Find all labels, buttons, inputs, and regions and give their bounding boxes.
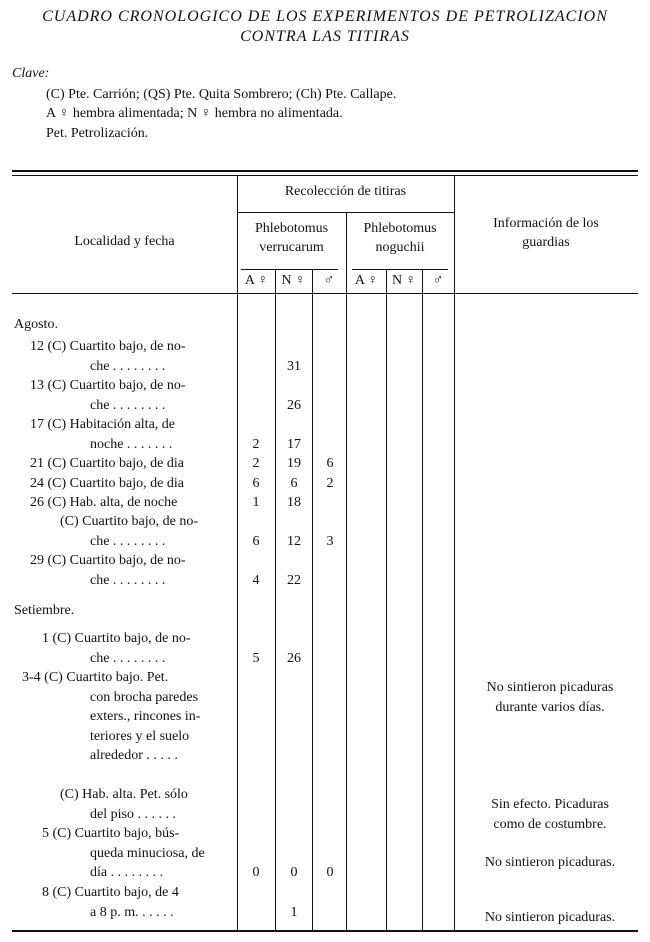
sub-m-1: ♂ — [323, 273, 335, 288]
row-3-verrucarum-n: 17 — [287, 436, 301, 452]
header-species1-l2: verrucarum — [259, 240, 324, 255]
row-12-info-line-1: No sintieron picaduras. — [484, 855, 616, 870]
row-6-verrucarum-a: 1 — [252, 495, 260, 510]
row-6-verrucarum-n: 18 — [287, 495, 301, 510]
row-8-verrucarum-a: 4 — [252, 572, 260, 588]
row-13-verrucarum-n: 1 — [290, 904, 298, 920]
row-12-verrucarum-n: 0 — [290, 865, 298, 880]
row-4-verrucarum-a: 2 — [252, 456, 260, 471]
header-species2-l1: Phlebotomus — [363, 221, 437, 236]
row-10-locality-line-1: 3-4 (C) Cuartito bajo. Pet. — [22, 670, 169, 685]
table-bottom-rule — [12, 930, 638, 932]
row-1-locality-line-2: che . . . . . . . . — [90, 358, 166, 374]
row-12-locality-line-1: 5 (C) Cuartito bajo, bús- — [42, 826, 180, 841]
row-1-locality-line-1: 12 (C) Cuartito bajo, de no- — [30, 339, 186, 354]
row-13-info-line-1: No sintieron picaduras. — [484, 910, 616, 925]
title-line-1: CUADRO CRONOLOGICO DE LOS EXPERIMENTOS DE PETROLIZACION — [42, 8, 608, 25]
divider-info — [454, 176, 455, 930]
sub-n-1: N ♀ — [281, 273, 306, 288]
row-10-locality-line-4: teriores y el suelo — [90, 728, 190, 744]
title-line-2: CONTRA LAS TITIRAS — [240, 28, 410, 45]
row-1-verrucarum-n: 31 — [287, 358, 301, 374]
key-line-2: A ♀ hembra alimentada; N ♀ hembra no alimentada. — [46, 106, 343, 121]
row-11-info-line-1: Sin efecto. Picaduras — [491, 797, 609, 812]
row-9-locality-line-2: che . . . . . . . . — [90, 650, 166, 666]
header-bottom-rule — [12, 293, 638, 294]
row-4-locality-line-1: 21 (C) Cuartito bajo, de dia — [30, 456, 184, 471]
divider-n-m-1 — [312, 270, 313, 930]
row-2-verrucarum-n: 26 — [287, 397, 301, 413]
table-top-rule — [12, 170, 638, 172]
table-top-rule-thin — [12, 175, 638, 176]
divider-a-n-2 — [386, 270, 387, 930]
row-6-locality-line-1: 26 (C) Hab. alta, de noche — [30, 495, 178, 510]
row-11-locality-line-1: (C) Hab. alta. Pet. sólo — [60, 787, 188, 802]
row-7-verrucarum-m: 3 — [326, 533, 334, 549]
row-3-locality-line-2: noche . . . . . . . — [90, 436, 173, 452]
row-3-verrucarum-a: 2 — [252, 436, 260, 452]
sub-a-1: A ♀ — [244, 273, 269, 288]
species1-rule — [241, 269, 338, 270]
row-2-locality-line-2: che . . . . . . . . — [90, 397, 166, 413]
month-september: Setiembre. — [14, 603, 75, 618]
row-10-info-line-2: durante varios días. — [495, 699, 605, 715]
collection-rule — [237, 212, 454, 213]
row-5-verrucarum-a: 6 — [252, 476, 260, 491]
row-11-info-line-2: como de costumbre. — [493, 816, 607, 832]
row-10-locality-line-2: con brocha paredes — [90, 689, 199, 705]
header-info-l2: guardias — [522, 235, 570, 250]
row-5-verrucarum-m: 2 — [326, 476, 334, 491]
divider-locality — [237, 176, 238, 930]
row-9-verrucarum-n: 26 — [287, 650, 301, 666]
species2-rule — [352, 269, 448, 270]
key-line-1: (C) Pte. Carrión; (QS) Pte. Quita Sombrero; (Ch) Pte. Callape. — [46, 87, 397, 102]
row-11-locality-line-2: del piso . . . . . . — [90, 806, 176, 822]
row-10-info-line-1: No sintieron picaduras — [486, 680, 614, 695]
row-9-verrucarum-a: 5 — [252, 650, 260, 666]
row-7-verrucarum-a: 6 — [252, 533, 260, 549]
row-12-verrucarum-a: 0 — [252, 865, 260, 880]
row-10-locality-line-3: exters., rincones in- — [90, 709, 201, 724]
row-4-verrucarum-n: 19 — [287, 456, 301, 471]
row-8-locality-line-2: che . . . . . . . . — [90, 572, 166, 588]
row-13-locality-line-1: 8 (C) Cuartito bajo, de 4 — [42, 885, 179, 900]
row-12-locality-line-3: día . . . . . . . . — [90, 865, 164, 880]
row-5-verrucarum-n: 6 — [290, 476, 298, 491]
row-3-locality-line-1: 17 (C) Habitación alta, de — [30, 417, 176, 432]
row-10-locality-line-5: alrededor . . . . . — [90, 748, 178, 763]
row-7-locality-line-1: (C) Cuartito bajo, de no- — [60, 514, 199, 529]
key-line-3: Pet. Petrolización. — [46, 126, 149, 141]
key-heading: Clave: — [12, 66, 50, 81]
row-2-locality-line-1: 13 (C) Cuartito bajo, de no- — [30, 378, 186, 393]
divider-a-n-1 — [275, 270, 276, 930]
sub-n-2: N ♀ — [391, 273, 417, 288]
sub-a-2: A ♀ — [354, 273, 379, 288]
row-4-verrucarum-m: 6 — [326, 456, 334, 471]
sub-m-2: ♂ — [432, 273, 444, 288]
header-locality: Localidad y fecha — [74, 234, 175, 249]
divider-species — [346, 213, 347, 930]
row-12-verrucarum-m: 0 — [326, 865, 334, 880]
header-species1-l1: Phlebotomus — [254, 221, 329, 236]
header-info-l1: Información de los — [493, 216, 599, 231]
row-13-locality-line-2: a 8 p. m. . . . . . — [90, 904, 174, 920]
row-9-locality-line-1: 1 (C) Cuartito bajo, de no- — [42, 631, 191, 646]
row-5-locality-line-1: 24 (C) Cuartito bajo, de dia — [30, 476, 184, 491]
row-12-locality-line-2: queda minuciosa, de — [90, 845, 205, 861]
header-collection: Recolección de titiras — [284, 184, 407, 199]
divider-n-m-2 — [422, 270, 423, 930]
row-7-locality-line-2: che . . . . . . . . — [90, 533, 166, 549]
row-8-locality-line-1: 29 (C) Cuartito bajo, de no- — [30, 553, 186, 568]
row-8-verrucarum-n: 22 — [287, 572, 301, 588]
month-august: Agosto. — [14, 317, 58, 332]
header-species2-l2: noguchii — [375, 240, 425, 255]
row-7-verrucarum-n: 12 — [287, 533, 301, 549]
